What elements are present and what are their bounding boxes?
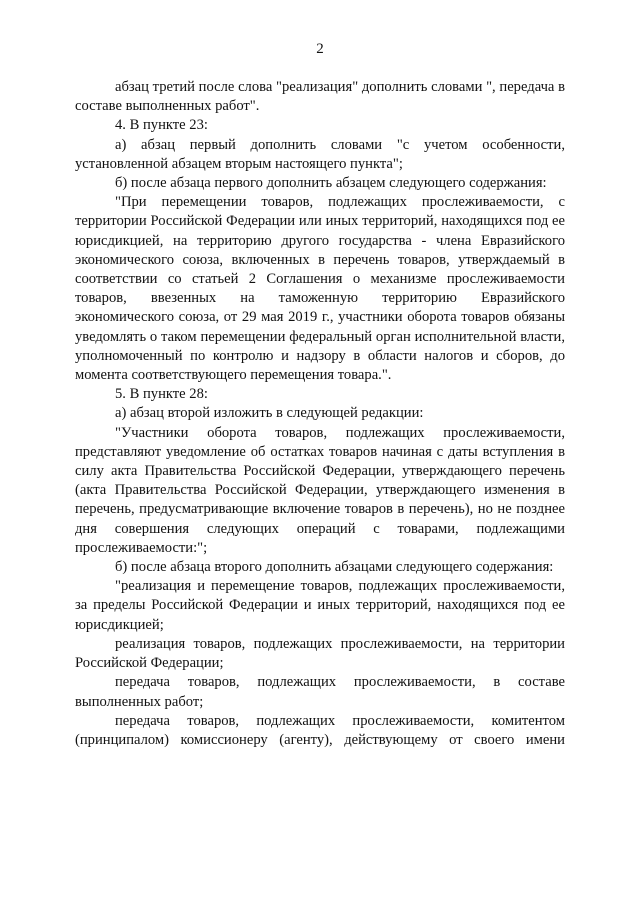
paragraph-abzac-tretiy: абзац третий после слова "реализация" дополнить словами ", передача в составе выполненных работ". [75, 79, 565, 115]
paragraph-punkt-28-heading: 5. В пункте 28: [115, 386, 208, 403]
paragraph-23-new-text: "При перемещении товаров, подлежащих прослеживаемости, с территории Российской Федерации или иных территорий, находящихся под ее юрисдикцией, на территорию другого государства - члена Евразийского экономического союза, включенных в перечень товаров, утверждаемый в соответствии со статьей 2 Соглашения о механизме прослеживаемости товаров, ввезенных на таможенную территорию Евразийского экономического союза, от 29 мая 2019 г., участники оборота товаров обязаны уведомлять о таком перемещении федеральный орган исполнительной власти, уполномоченный по контролю и надзору в области налогов и сборов, до момента соответствующего перемещения товара.". [75, 194, 565, 384]
paragraph-28-item-realizaciya-peremeshenie: "реализация и перемещение товаров, подлежащих прослеживаемости, за пределы Российской Федерации и иных территорий, находящихся под ее юрисдикцией; [75, 578, 565, 633]
document-body [75, 78, 565, 750]
paragraph-28-item-peredacha-komitent: передача товаров, подлежащих прослеживаемости, комитентом (принципалом) комиссионеру (агенту), действующему от своего имени [75, 712, 565, 748]
paragraph-28-b: б) после абзаца второго дополнить абзацами следующего содержания: [115, 559, 554, 576]
paragraph-23-a: а) абзац первый дополнить словами "с учетом особенности, установленной абзацем вторым настоящего пункта"; [75, 136, 565, 172]
paragraph-punkt-23-heading: 4. В пункте 23: [115, 117, 208, 134]
paragraph-28-item-peredacha-rabot: передача товаров, подлежащих прослеживаемости, в составе выполненных работ; [75, 674, 565, 710]
paragraph-28-item-realizaciya-rf: реализация товаров, подлежащих прослеживаемости, на территории Российской Федерации; [75, 635, 565, 672]
paragraph-28-a: а) абзац второй изложить в следующей редакции: [115, 405, 424, 422]
paragraph-23-b: б) после абзаца первого дополнить абзацем следующего содержания: [115, 175, 547, 192]
paragraph-28-new-text: "Участники оборота товаров, подлежащих прослеживаемости, представляют уведомление об остатках товаров начиная с даты вступления в силу акта Правительства Российской Федерации, утверждающего перечень (акта Правительства Российской Федерации, утверждающего изменения в перечень, предусматривающие включение товаров в перечень), но не позднее дня совершения следующих операций с товарами, подлежащими прослеживаемости:"; [75, 424, 565, 556]
page-number: 2 [316, 41, 324, 57]
